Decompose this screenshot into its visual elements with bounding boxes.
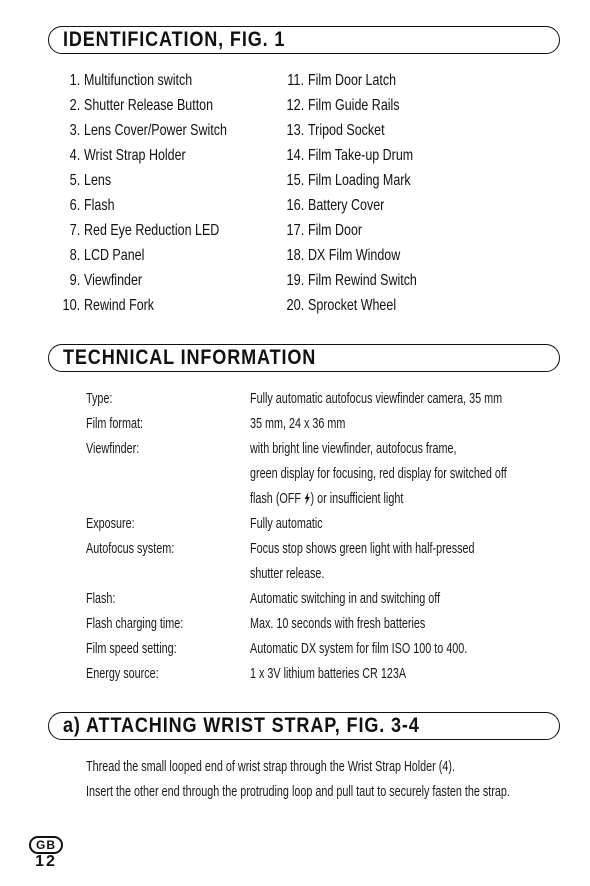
tech-value: 35 mm, 24 x 36 mm [250,415,346,432]
item-label: Film Loading Mark [308,172,411,189]
tech-label: Autofocus system: [86,540,175,557]
item-number: 11. [287,72,304,89]
list-item [69,170,267,195]
tech-label: Exposure: [86,515,135,532]
tech-value: green display for focusing, red display for switched off [250,465,507,482]
item-label: DX Film Window [308,247,401,264]
list-item [62,295,267,320]
item-number: 20. [286,297,304,314]
tech-label: Viewfinder: [86,440,140,457]
item-number: 15. [286,172,304,189]
tech-label: Film format: [86,415,144,432]
item-number: 19. [286,272,304,289]
list-item [286,195,448,220]
tech-label: Flash: [86,590,116,607]
item-label: Shutter Release Button [84,97,214,114]
list-item [286,245,448,270]
tech-label: Type: [86,390,113,407]
flash-line-suffix: ) or insufficient light [310,490,404,507]
tech-value: 1 x 3V lithium batteries CR 123A [250,665,407,682]
item-number: 6. [69,197,80,214]
item-number: 7. [69,222,80,239]
list-item [286,120,448,145]
item-label: Tripod Socket [308,122,385,139]
list-item [286,295,448,320]
item-label: Battery Cover [308,197,385,214]
page-footer [26,836,66,869]
tech-value: Focus stop shows green light with half-pressed [250,540,475,557]
item-label: Flash [84,197,115,214]
list-item [69,245,267,270]
tech-value: Fully automatic autofocus viewfinder camera, 35 mm [250,390,503,407]
item-number: 8. [69,247,80,264]
strap-instructions [86,756,590,806]
item-number: 5. [69,172,80,189]
identification-header [48,26,560,54]
item-number: 1. [69,72,80,89]
list-item [287,70,448,95]
tech-value: Automatic DX system for film ISO 100 to 400. [250,640,468,657]
item-label: Red Eye Reduction LED [84,222,220,239]
item-label: Film Door Latch [308,72,397,89]
item-label: Film Guide Rails [308,97,400,114]
item-number: 4. [69,147,80,164]
tech-value: with bright line viewfinder, autofocus frame, [250,440,457,457]
strap-line: Insert the other end through the protruding loop and pull taut to securely fasten the strap. [86,783,510,800]
list-item [69,145,267,170]
tech-value: Fully automatic [250,515,323,532]
item-number: 16. [286,197,304,214]
item-label: Rewind Fork [84,297,155,314]
language-badge: GB [29,836,63,854]
item-label: Film Door [308,222,363,239]
item-label: Sprocket Wheel [308,297,397,314]
strap-header [48,712,560,740]
list-item [69,270,267,295]
technical-title: TECHNICAL INFORMATION [63,346,317,369]
tech-value: Max. 10 seconds with fresh batteries [250,615,426,632]
identification-list-right [286,70,448,320]
item-label: Multifunction switch [84,72,193,89]
item-number: 17. [286,222,304,239]
tech-label: Flash charging time: [86,615,184,632]
item-number: 3. [69,122,80,139]
list-item [69,70,267,95]
tech-label: Energy source: [86,665,159,682]
flash-line-prefix: flash (OFF [250,490,305,507]
list-item [286,95,448,120]
item-number: 14. [286,147,304,164]
identification-title: IDENTIFICATION, FIG. 1 [63,28,286,51]
item-label: Film Rewind Switch [308,272,417,289]
item-label: Film Take-up Drum [308,147,414,164]
tech-value [250,488,403,510]
list-item [69,120,267,145]
item-number: 18. [286,247,304,264]
list-item [69,95,267,120]
list-item [286,145,448,170]
page-number: 12 [35,853,57,870]
item-number: 10. [62,297,80,314]
tech-value: shutter release. [250,565,325,582]
identification-list-left [62,70,267,320]
list-item [286,170,448,195]
item-number: 2. [69,97,80,114]
tech-value: Automatic switching in and switching off [250,590,441,607]
list-item [69,195,267,220]
list-item [69,220,267,245]
strap-title: a) ATTACHING WRIST STRAP, FIG. 3-4 [63,714,420,737]
list-item [286,220,448,245]
tech-label: Film speed setting: [86,640,177,657]
list-item [286,270,448,295]
item-label: Lens [84,172,112,189]
item-label: Viewfinder [84,272,143,289]
item-number: 9. [69,272,80,289]
strap-line: Thread the small looped end of wrist strap through the Wrist Strap Holder (4). [86,758,455,775]
item-number: 12. [286,97,304,114]
item-label: LCD Panel [84,247,145,264]
item-number: 13. [286,122,304,139]
technical-header [48,344,560,372]
item-label: Lens Cover/Power Switch [84,122,227,139]
item-label: Wrist Strap Holder [84,147,186,164]
